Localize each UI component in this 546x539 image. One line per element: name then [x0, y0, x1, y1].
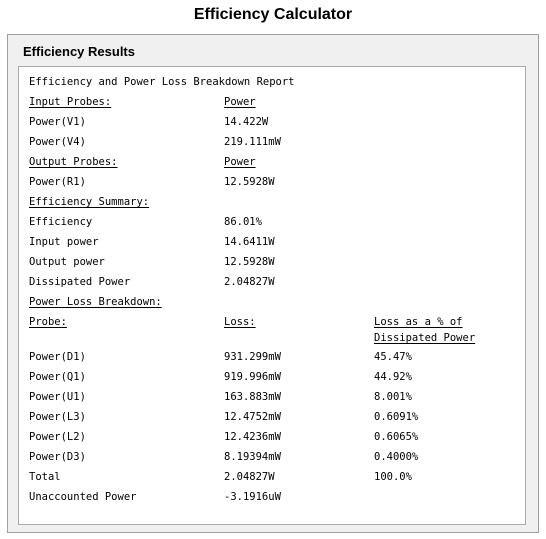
breakdown-loss: 12.4752mW: [224, 411, 281, 423]
output-power-col-header: Power: [224, 156, 256, 168]
breakdown-probe: Power(D1): [29, 351, 86, 363]
input-probe-value: 14.422W: [224, 116, 269, 128]
output-probes-header: Output Probes:: [29, 156, 118, 168]
summary-label: Efficiency: [29, 216, 93, 228]
breakdown-pct: 0.6065%: [374, 431, 419, 443]
group-label: Efficiency Results: [23, 44, 135, 59]
loss-pct-col-header-line1: Loss as a % of: [374, 316, 463, 328]
breakdown-pct: 44.92%: [374, 371, 412, 383]
efficiency-results-group: [7, 34, 539, 533]
input-probe-value: 219.111mW: [224, 136, 281, 148]
loss-col-header: Loss:: [224, 316, 256, 328]
breakdown-loss: 12.4236mW: [224, 431, 281, 443]
summary-label: Dissipated Power: [29, 276, 131, 288]
breakdown-loss: 163.883mW: [224, 391, 281, 403]
efficiency-summary-header: Efficiency Summary:: [29, 196, 150, 208]
input-probes-header: Input Probes:: [29, 96, 112, 108]
report-heading: Efficiency and Power Loss Breakdown Report: [29, 76, 295, 88]
summary-value: 12.5928W: [224, 256, 275, 268]
breakdown-loss: 919.996mW: [224, 371, 281, 383]
breakdown-pct: 0.6091%: [374, 411, 419, 423]
window-title: Efficiency Calculator: [193, 6, 353, 23]
breakdown-pct: 0.4000%: [374, 451, 419, 463]
summary-value: 86.01%: [224, 216, 262, 228]
summary-value: 14.6411W: [224, 236, 275, 248]
total-pct: 100.0%: [374, 471, 412, 483]
total-loss: 2.04827W: [224, 471, 275, 483]
total-label: Total: [29, 471, 61, 483]
breakdown-loss: 8.19394mW: [224, 451, 281, 463]
input-probe-label: Power(V1): [29, 116, 86, 128]
breakdown-probe: Power(L2): [29, 431, 86, 443]
probe-col-header: Probe:: [29, 316, 67, 328]
unaccounted-power-label: Unaccounted Power: [29, 491, 137, 503]
report-text-area[interactable]: [18, 66, 526, 525]
breakdown-probe: Power(U1): [29, 391, 86, 403]
breakdown-pct: 45.47%: [374, 351, 412, 363]
power-loss-breakdown-header: Power Loss Breakdown:: [29, 296, 162, 308]
summary-value: 2.04827W: [224, 276, 275, 288]
loss-pct-col-header-line2: Dissipated Power: [374, 332, 476, 344]
breakdown-probe: Power(Q1): [29, 371, 86, 383]
input-power-col-header: Power: [224, 96, 256, 108]
summary-label: Input power: [29, 236, 99, 248]
output-probe-value: 12.5928W: [224, 176, 275, 188]
input-probe-label: Power(V4): [29, 136, 86, 148]
unaccounted-power-value: -3.1916uW: [224, 491, 281, 503]
breakdown-loss: 931.299mW: [224, 351, 281, 363]
breakdown-probe: Power(D3): [29, 451, 86, 463]
breakdown-pct: 8.001%: [374, 391, 412, 403]
output-probe-label: Power(R1): [29, 176, 86, 188]
breakdown-probe: Power(L3): [29, 411, 86, 423]
summary-label: Output power: [29, 256, 105, 268]
